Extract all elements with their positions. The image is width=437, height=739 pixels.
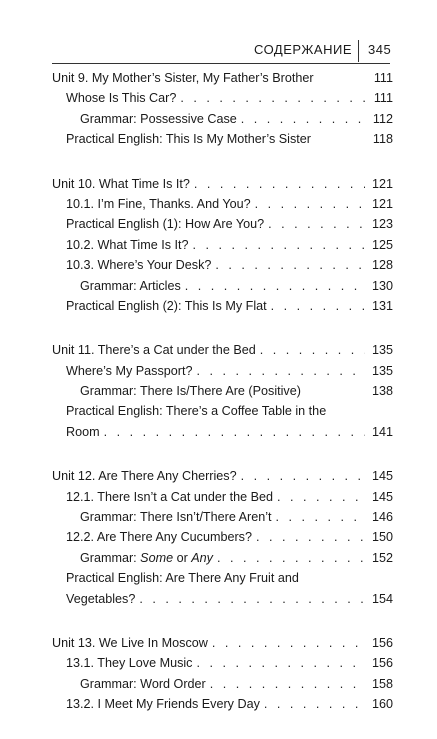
dot-leader	[180, 88, 365, 108]
dot-leader	[139, 589, 365, 609]
toc-entry[interactable]	[52, 548, 393, 568]
dot-leader	[268, 214, 365, 234]
table-of-contents	[52, 68, 393, 739]
toc-page-number: 111	[373, 91, 393, 106]
dot-leader	[276, 507, 365, 527]
dot-leader	[271, 296, 365, 316]
dot-leader	[194, 174, 365, 194]
toc-entry[interactable]	[52, 296, 393, 316]
toc-entry-label: 13.2. I Meet My Friends Every Day	[66, 697, 260, 712]
toc-section	[52, 466, 393, 609]
toc-entry[interactable]	[52, 340, 393, 360]
dot-leader	[241, 466, 365, 486]
toc-entry[interactable]	[52, 401, 393, 442]
toc-entry[interactable]	[52, 694, 393, 714]
header-rule	[52, 63, 390, 64]
toc-entry[interactable]	[52, 235, 393, 255]
dot-leader	[277, 487, 365, 507]
dot-leader	[264, 694, 365, 714]
toc-entry-label: 13.1. They Love Music	[66, 656, 193, 671]
toc-entry-label: 12.2. Are There Any Cucumbers?	[66, 530, 252, 545]
toc-entry[interactable]	[52, 68, 393, 88]
dot-leader	[260, 340, 365, 360]
toc-entry-label: Unit 12. Are There Any Cherries?	[52, 469, 237, 484]
dot-leader	[193, 235, 366, 255]
toc-entry-last-line	[66, 422, 393, 442]
dot-leader	[215, 255, 365, 275]
toc-entry-label: Unit 13. We Live In Moscow	[52, 635, 208, 650]
toc-entry[interactable]	[52, 255, 393, 275]
dot-leader	[255, 194, 365, 214]
toc-entry-label: Grammar: Word Order	[80, 676, 206, 691]
header-page-number: 345	[368, 42, 392, 57]
toc-entry-label: Practical English (2): This Is My Flat	[66, 298, 267, 313]
toc-entry-label: Practical English (1): How Are You?	[66, 217, 265, 232]
running-header	[0, 40, 437, 62]
toc-page-number: 150	[371, 530, 393, 545]
toc-page-number: 121	[371, 196, 393, 211]
toc-entry-label: Grammar: There Isn’t/There Aren’t	[80, 510, 272, 525]
toc-entry[interactable]	[52, 214, 393, 234]
toc-entry-label: 10.3. Where’s Your Desk?	[66, 258, 212, 273]
toc-entry[interactable]	[52, 507, 393, 527]
header-separator	[358, 40, 359, 62]
toc-entry-label: Unit 11. There’s a Cat under the Bed	[52, 343, 256, 358]
toc-page-number: 156	[371, 656, 393, 671]
toc-entry-label-line: Practical English: There’s a Coffee Table in the	[66, 404, 327, 419]
toc-entry[interactable]	[52, 633, 393, 653]
dot-leader	[241, 109, 365, 129]
toc-page-number: 112	[372, 111, 393, 126]
dot-leader	[217, 548, 365, 568]
toc-page-number: 152	[371, 550, 393, 565]
toc-entry-label: Where’s My Passport?	[66, 363, 193, 378]
toc-entry-label: Grammar: Some or Any	[80, 550, 213, 565]
toc-page-number: 160	[371, 697, 393, 712]
toc-entry-label: Vegetables?	[66, 591, 136, 606]
toc-page-number: 131	[371, 298, 393, 313]
toc-entry-label: 10.2. What Time Is It?	[66, 237, 189, 252]
toc-entry[interactable]	[52, 674, 393, 694]
toc-entry-label: 12.1. There Isn’t a Cat under the Bed	[66, 489, 273, 504]
dot-leader	[210, 674, 365, 694]
toc-entry[interactable]	[52, 568, 393, 609]
toc-entry[interactable]	[52, 129, 393, 149]
toc-entry-label: Grammar: There Is/There Are (Positive)	[80, 384, 301, 399]
toc-page-number: 118	[372, 132, 393, 147]
dot-leader	[196, 653, 365, 673]
toc-entry[interactable]	[52, 487, 393, 507]
toc-page-number: 135	[371, 343, 393, 358]
dot-leader	[212, 633, 365, 653]
toc-entry-label: Room	[66, 424, 100, 439]
toc-entry-label: Practical English: This Is My Mother’s Sister	[66, 132, 311, 147]
toc-page-number: 128	[371, 258, 393, 273]
toc-entry[interactable]	[52, 466, 393, 486]
toc-entry-label: Grammar: Articles	[80, 278, 181, 293]
toc-entry-label: Unit 10. What Time Is It?	[52, 176, 190, 191]
toc-page-number: 130	[371, 278, 393, 293]
header-title: СОДЕРЖАНИЕ	[253, 42, 352, 57]
toc-entry-label-line: Practical English: Are There Any Fruit and	[66, 571, 299, 586]
toc-page-number: 156	[371, 635, 393, 650]
toc-page-number: 123	[371, 217, 393, 232]
toc-entry-label: 10.1. I’m Fine, Thanks. And You?	[66, 196, 251, 211]
dot-leader	[256, 527, 365, 547]
toc-entry-last-line	[66, 589, 393, 609]
toc-page-number: 158	[371, 676, 393, 691]
toc-page-number: 145	[371, 489, 393, 504]
toc-section	[52, 174, 393, 317]
dot-leader	[104, 422, 365, 442]
toc-entry[interactable]	[52, 88, 393, 108]
toc-page-number: 111	[373, 71, 393, 85]
toc-entry[interactable]	[52, 361, 393, 381]
toc-page-number: 138	[371, 384, 393, 399]
toc-entry-label: Whose Is This Car?	[66, 91, 177, 106]
dot-leader	[196, 361, 365, 381]
toc-page-number: 135	[371, 363, 393, 378]
toc-section	[52, 633, 393, 715]
toc-entry[interactable]	[52, 276, 393, 296]
toc-section	[52, 68, 393, 150]
toc-page-number: 121	[371, 176, 393, 191]
toc-entry[interactable]	[52, 194, 393, 214]
toc-page-number: 125	[371, 237, 393, 252]
toc-entry[interactable]	[52, 109, 393, 129]
toc-entry[interactable]	[52, 527, 393, 547]
toc-entry-label: Grammar: Possessive Case	[80, 111, 237, 126]
toc-page-number: 154	[371, 591, 393, 606]
toc-entry[interactable]	[52, 653, 393, 673]
toc-entry-label: Unit 9. My Mother’s Sister, My Father’s Brother	[52, 71, 314, 85]
toc-entry[interactable]	[52, 381, 393, 401]
dot-leader	[185, 276, 365, 296]
toc-page-number: 145	[371, 469, 393, 484]
toc-section	[52, 340, 393, 442]
toc-entry[interactable]	[52, 174, 393, 194]
toc-page-number: 141	[371, 424, 393, 439]
toc-page-number: 146	[371, 510, 393, 525]
